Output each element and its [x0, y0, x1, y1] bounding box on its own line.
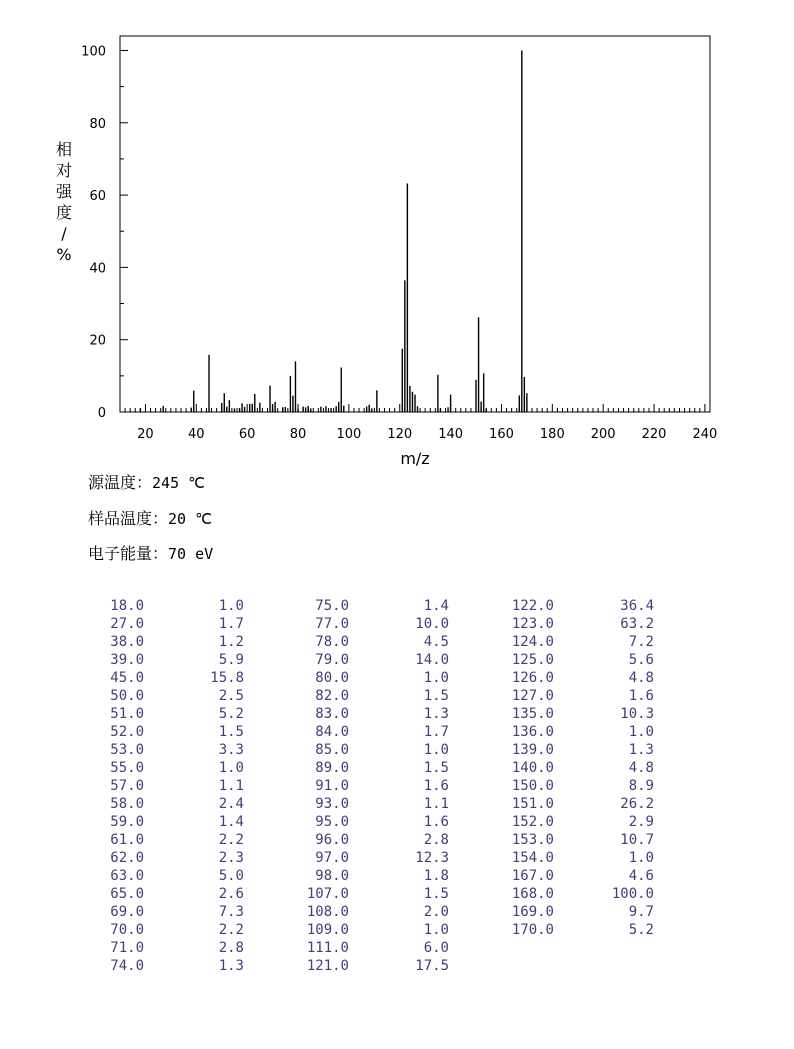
- table-row: [506, 885, 686, 903]
- table-row: [96, 867, 276, 885]
- peak-mz: 74.0: [110, 958, 144, 974]
- spectrum-peaks: [140, 50, 527, 412]
- peak-mz: 79.0: [315, 652, 349, 668]
- table-row: [301, 741, 481, 759]
- x-tick-label: 60: [238, 427, 256, 442]
- peak-mz: 62.0: [110, 850, 144, 866]
- peak-mz: 111.0: [306, 940, 349, 956]
- x-tick-label: 40: [188, 427, 205, 442]
- x-tick-label: 220: [641, 427, 667, 442]
- table-row: [96, 939, 276, 957]
- y-axis-ticks: [120, 50, 128, 412]
- peak-mz: 108.0: [306, 904, 349, 920]
- peak-intensity: 1.4: [423, 598, 449, 614]
- peak-intensity: 1.1: [218, 778, 244, 794]
- peak-intensity: 1.6: [423, 778, 449, 794]
- peak-mz: 63.0: [110, 868, 144, 884]
- peak-intensity: 15.8: [210, 670, 244, 686]
- peak-intensity: 2.5: [218, 688, 244, 704]
- peak-intensity: 2.8: [218, 940, 244, 956]
- peak-mz: 58.0: [110, 796, 144, 812]
- table-row: [301, 651, 481, 669]
- peak-mz: 71.0: [110, 940, 144, 956]
- sample-temperature: [88, 506, 212, 529]
- table-row: [506, 831, 686, 849]
- peak-intensity: 2.6: [218, 886, 244, 902]
- y-tick-label: 40: [89, 261, 106, 277]
- peak-intensity: 1.0: [423, 742, 449, 758]
- peak-mz: 57.0: [110, 778, 144, 794]
- peak-mz: 83.0: [315, 706, 349, 722]
- table-row: [506, 651, 686, 669]
- table-row: [301, 777, 481, 795]
- x-tick-label: 240: [692, 427, 718, 442]
- peak-mz: 153.0: [511, 832, 554, 848]
- peak-intensity: 1.0: [423, 922, 449, 938]
- table-row: [301, 849, 481, 867]
- table-row: [506, 597, 686, 615]
- peak-intensity: 63.2: [620, 616, 654, 632]
- peak-mz: 122.0: [511, 598, 554, 614]
- table-row: [506, 669, 686, 687]
- table-row: [96, 795, 276, 813]
- table-row: [301, 705, 481, 723]
- peak-mz: 78.0: [315, 634, 349, 650]
- peak-intensity: 1.0: [423, 670, 449, 686]
- x-tick-label: 160: [489, 427, 514, 442]
- peak-intensity: 1.3: [628, 742, 654, 758]
- peak-mz: 53.0: [110, 742, 144, 758]
- peak-intensity: 5.0: [218, 868, 244, 884]
- y-tick-label: 20: [89, 333, 106, 349]
- peak-mz: 89.0: [315, 760, 349, 776]
- y-tick-label: 60: [89, 189, 106, 205]
- peak-mz: 85.0: [315, 742, 349, 758]
- peak-intensity: 1.2: [218, 634, 244, 650]
- x-tick-label: 100: [336, 427, 362, 442]
- peak-mz: 52.0: [110, 724, 144, 740]
- table-row: [506, 633, 686, 651]
- peak-mz: 70.0: [110, 922, 144, 938]
- electron-energy: [88, 541, 213, 564]
- peak-intensity: 1.0: [628, 724, 654, 740]
- table-row: [301, 813, 481, 831]
- table-row: [301, 921, 481, 939]
- sample-temperature-label: 样品温度：: [88, 509, 169, 528]
- peak-intensity: 5.2: [218, 706, 244, 722]
- peak-intensity: 100.0: [611, 886, 654, 902]
- peak-mz: 50.0: [110, 688, 144, 704]
- peak-mz: 97.0: [315, 850, 349, 866]
- peak-mz: 75.0: [315, 598, 349, 614]
- table-row: [301, 939, 481, 957]
- x-axis-tick-labels: [137, 427, 717, 442]
- x-tick-label: 20: [137, 427, 154, 442]
- x-tick-label: 180: [539, 427, 565, 442]
- table-row: [301, 723, 481, 741]
- table-row: [301, 885, 481, 903]
- table-row: [96, 669, 276, 687]
- peak-mz: 59.0: [110, 814, 144, 830]
- peak-intensity: 1.1: [423, 796, 449, 812]
- table-row: [506, 723, 686, 741]
- peak-mz: 170.0: [511, 922, 554, 938]
- peak-intensity: 36.4: [620, 598, 654, 614]
- table-row: [96, 615, 276, 633]
- peak-intensity: 1.0: [218, 598, 244, 614]
- peak-intensity: 1.0: [218, 760, 244, 776]
- peak-mz: 45.0: [110, 670, 144, 686]
- peak-intensity: 2.9: [628, 814, 654, 830]
- peak-mz: 123.0: [511, 616, 554, 632]
- peak-intensity: 4.8: [628, 760, 654, 776]
- source-temperature-value: 245 ℃: [152, 474, 205, 492]
- peak-mz: 18.0: [110, 598, 144, 614]
- peak-intensity: 1.5: [423, 886, 449, 902]
- peak-mz: 126.0: [511, 670, 554, 686]
- peak-mz: 51.0: [110, 706, 144, 722]
- peak-intensity: 10.3: [620, 706, 654, 722]
- peak-mz: 39.0: [110, 652, 144, 668]
- peak-mz: 135.0: [511, 706, 554, 722]
- peak-intensity: 4.8: [628, 670, 654, 686]
- peak-mz: 125.0: [511, 652, 554, 668]
- table-row: [301, 795, 481, 813]
- table-row: [506, 867, 686, 885]
- peak-intensity: 7.2: [628, 634, 654, 650]
- table-row: [506, 849, 686, 867]
- mass-spectrum-chart: [0, 0, 794, 480]
- peak-intensity: 1.4: [218, 814, 244, 830]
- peak-intensity: 1.7: [423, 724, 449, 740]
- table-row: [506, 615, 686, 633]
- y-tick-label: 0: [97, 406, 106, 421]
- table-row: [96, 957, 276, 975]
- peak-mz: 27.0: [110, 616, 144, 632]
- peak-intensity: 2.3: [218, 850, 244, 866]
- peak-intensity: 7.3: [218, 904, 244, 920]
- peak-intensity: 5.9: [218, 652, 244, 668]
- peak-mz: 61.0: [110, 832, 144, 848]
- peak-table-column: [96, 597, 276, 975]
- table-row: [301, 669, 481, 687]
- peak-intensity: 1.3: [423, 706, 449, 722]
- peak-intensity: 1.0: [628, 850, 654, 866]
- peak-mz: 140.0: [511, 760, 554, 776]
- peak-mz: 169.0: [511, 904, 554, 920]
- peak-intensity: 9.7: [628, 904, 654, 920]
- table-row: [301, 831, 481, 849]
- peak-intensity: 2.4: [218, 796, 244, 812]
- y-tick-label: 100: [81, 44, 106, 60]
- peak-mz: 151.0: [511, 796, 554, 812]
- table-row: [96, 597, 276, 615]
- table-row: [96, 921, 276, 939]
- peak-intensity: 4.5: [423, 634, 449, 650]
- peak-intensity: 3.3: [218, 742, 244, 758]
- peak-intensity: 2.8: [423, 832, 449, 848]
- table-row: [96, 651, 276, 669]
- y-tick-label: 80: [89, 116, 106, 132]
- table-row: [506, 813, 686, 831]
- table-row: [506, 795, 686, 813]
- table-row: [506, 777, 686, 795]
- table-row: [96, 849, 276, 867]
- table-row: [96, 741, 276, 759]
- table-row: [506, 705, 686, 723]
- peak-intensity: 6.0: [423, 940, 449, 956]
- y-axis-title: 相对强度/ %: [55, 140, 73, 264]
- peak-intensity: 4.6: [628, 868, 654, 884]
- peak-intensity: 14.0: [415, 652, 449, 668]
- electron-energy-value: 70 eV: [168, 545, 214, 563]
- peak-mz: 95.0: [315, 814, 349, 830]
- peak-mz: 136.0: [511, 724, 554, 740]
- table-row: [506, 741, 686, 759]
- table-row: [96, 633, 276, 651]
- peak-intensity: 1.5: [423, 688, 449, 704]
- peak-intensity: 12.3: [415, 850, 449, 866]
- peak-mz: 167.0: [511, 868, 554, 884]
- peak-mz: 150.0: [511, 778, 554, 794]
- table-row: [301, 957, 481, 975]
- peak-mz: 98.0: [315, 868, 349, 884]
- source-temperature-label: 源温度：: [88, 473, 153, 492]
- peak-intensity: 1.8: [423, 868, 449, 884]
- source-temperature: [88, 470, 205, 493]
- peak-intensity: 10.7: [620, 832, 654, 848]
- peak-intensity: 1.5: [218, 724, 244, 740]
- table-row: [96, 705, 276, 723]
- table-row: [301, 597, 481, 615]
- table-row: [301, 903, 481, 921]
- peak-mz: 109.0: [306, 922, 349, 938]
- table-row: [96, 687, 276, 705]
- peak-mz: 91.0: [315, 778, 349, 794]
- table-row: [96, 777, 276, 795]
- electron-energy-label: 电子能量：: [88, 544, 169, 563]
- table-row: [96, 831, 276, 849]
- peak-mz: 93.0: [315, 796, 349, 812]
- peak-mz: 80.0: [315, 670, 349, 686]
- table-row: [301, 867, 481, 885]
- table-row: [301, 687, 481, 705]
- peak-mz: 107.0: [306, 886, 349, 902]
- table-row: [96, 759, 276, 777]
- peak-intensity: 17.5: [415, 958, 449, 974]
- peak-mz: 82.0: [315, 688, 349, 704]
- x-tick-label: 120: [387, 427, 413, 442]
- peak-mz: 77.0: [315, 616, 349, 632]
- peak-mz: 69.0: [110, 904, 144, 920]
- x-tick-label: 80: [289, 427, 307, 442]
- peak-mz: 55.0: [110, 760, 144, 776]
- peak-mz: 139.0: [511, 742, 554, 758]
- table-row: [96, 813, 276, 831]
- sample-temperature-value: 20 ℃: [168, 510, 212, 528]
- peak-intensity: 1.3: [218, 958, 244, 974]
- peak-intensity: 10.0: [415, 616, 449, 632]
- peak-mz: 168.0: [511, 886, 554, 902]
- table-row: [506, 921, 686, 939]
- peak-mz: 121.0: [306, 958, 349, 974]
- peak-mz: 127.0: [511, 688, 554, 704]
- y-axis-tick-labels: [81, 44, 106, 421]
- peak-intensity: 1.7: [218, 616, 244, 632]
- peak-intensity: 5.6: [628, 652, 654, 668]
- x-tick-label: 200: [590, 427, 616, 442]
- table-row: [301, 759, 481, 777]
- table-row: [506, 687, 686, 705]
- peak-intensity: 2.2: [218, 922, 244, 938]
- table-row: [96, 885, 276, 903]
- peak-intensity: 1.6: [628, 688, 654, 704]
- peak-intensity: 8.9: [628, 778, 654, 794]
- peak-mz: 152.0: [511, 814, 554, 830]
- table-row: [96, 903, 276, 921]
- peak-mz: 154.0: [511, 850, 554, 866]
- peak-intensity: 2.0: [423, 904, 449, 920]
- x-axis-title: m/z: [400, 449, 430, 468]
- peak-intensity: 2.2: [218, 832, 244, 848]
- x-tick-label: 140: [438, 427, 464, 442]
- peak-mz: 65.0: [110, 886, 144, 902]
- peak-mz: 124.0: [511, 634, 554, 650]
- peak-mz: 96.0: [315, 832, 349, 848]
- table-row: [301, 633, 481, 651]
- table-row: [96, 723, 276, 741]
- peak-intensity: 26.2: [620, 796, 654, 812]
- peak-mz: 38.0: [110, 634, 144, 650]
- table-row: [506, 903, 686, 921]
- peak-intensity: 5.2: [628, 922, 654, 938]
- peak-mz: 84.0: [315, 724, 349, 740]
- peak-intensity: 1.6: [423, 814, 449, 830]
- peak-table-column: [301, 597, 481, 975]
- table-row: [301, 615, 481, 633]
- table-row: [506, 759, 686, 777]
- peak-table-column: [506, 597, 686, 939]
- peak-intensity: 1.5: [423, 760, 449, 776]
